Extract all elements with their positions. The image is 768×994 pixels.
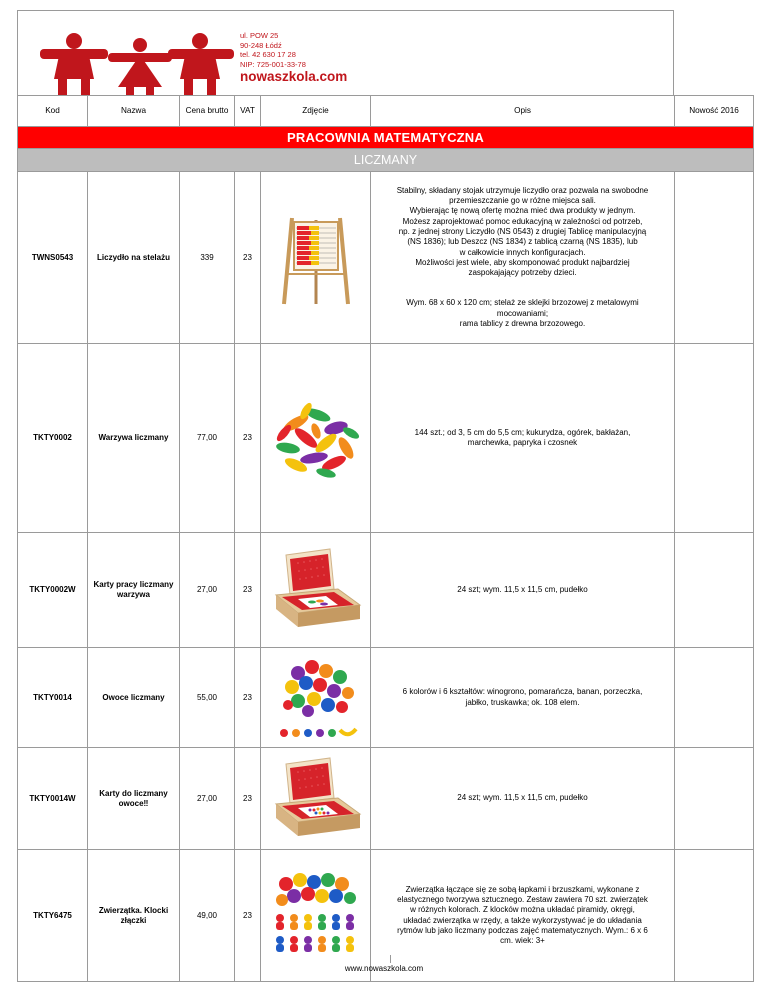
phone-number: tel. 42 630 17 28 <box>240 50 296 60</box>
table-row <box>18 172 754 344</box>
product-name <box>88 533 180 648</box>
name-line: złączki <box>120 915 147 925</box>
name-line: Zwierzątka. Klocki <box>98 905 169 915</box>
product-name: Liczydło na stelażu <box>88 172 180 344</box>
product-photo <box>261 533 371 648</box>
desc-line: Możliwości jest wiele, aby skomponować produkt najbardziej <box>415 257 630 267</box>
product-code: TKTY0002W <box>18 533 88 648</box>
product-photo <box>261 850 371 982</box>
table-row <box>18 648 754 748</box>
product-name <box>88 748 180 850</box>
company-contact <box>240 31 347 85</box>
product-table <box>17 95 754 982</box>
desc-line: Możesz zaprojektować pomoc edukacyjną w zależności od potrzeb, <box>402 216 643 226</box>
abacus-stand-image <box>276 208 356 308</box>
desc-line: rytmów lub jako liczmany podczas zajęć matematycznych. Wym.: 6 x 6 <box>397 925 648 935</box>
header-logo-box <box>17 10 674 95</box>
product-price: 27,00 <box>180 748 235 850</box>
desc-line: 24 szt; wym. 11,5 x 11,5 cm, pudełko <box>457 584 588 594</box>
product-price: 27,00 <box>180 533 235 648</box>
fruit-cards-box-image <box>268 756 364 842</box>
product-code: TKTY0014 <box>18 648 88 748</box>
product-vat: 23 <box>235 648 261 748</box>
col-price: Cena brutto <box>180 96 235 127</box>
page-footer: www.nowaszkola.com <box>344 964 424 973</box>
product-code: TKTY0002 <box>18 344 88 533</box>
desc-line: 144 szt.; od 3, 5 cm do 5,5 cm; kukurydza, ogórek, bakłażan, <box>414 427 631 437</box>
product-vat: 23 <box>235 344 261 533</box>
desc-line: zaspokajający potrzeby dzieci. <box>468 268 577 278</box>
product-vat: 23 <box>235 850 261 982</box>
col-photo: Zdjęcie <box>261 96 371 127</box>
desc-line: (NS 1836); lub Deszcz (NS 1834) z tablicą czarną (NS 1835), lub <box>407 237 638 247</box>
new-2016-cell <box>675 748 754 850</box>
desc-line: np. z jednej strony Liczydło (NS 0543) z drugiej Tablicę manipulacyjną <box>398 226 647 236</box>
product-code: TKTY0014W <box>18 748 88 850</box>
product-price: 49,00 <box>180 850 235 982</box>
product-price: 55,00 <box>180 648 235 748</box>
table-row <box>18 344 754 533</box>
col-code: Kod <box>18 96 88 127</box>
new-2016-cell <box>675 850 754 982</box>
subsection-title: LICZMANY <box>18 149 754 172</box>
name-line: Karty do liczmany <box>99 788 168 798</box>
product-photo <box>261 748 371 850</box>
fruit-counters-image <box>268 653 364 743</box>
desc-line: elastycznego tworzywa sztucznego. Zestaw zawiera 70 szt. zwierzątek <box>397 894 648 904</box>
section-band <box>18 127 754 149</box>
new-2016-cell <box>675 648 754 748</box>
col-desc: Opis <box>371 96 675 127</box>
product-name: Warzywa liczmany <box>88 344 180 533</box>
product-photo <box>261 344 371 533</box>
product-name: Owoce liczmany <box>88 648 180 748</box>
desc-line: w całkowicie innych konfiguracjach. <box>459 247 586 257</box>
product-description <box>371 850 675 982</box>
desc-line: mocowaniami; <box>496 308 549 318</box>
desc-line: w różnych kolorach. Z klocków można układać piramidy, okręgi, <box>410 905 635 915</box>
subsection-band <box>18 149 754 172</box>
name-line: owoce‼ <box>118 798 149 808</box>
product-description <box>371 172 675 344</box>
table-row <box>18 748 754 850</box>
desc-line: cm. wiek: 3+ <box>500 936 545 946</box>
table-row <box>18 533 754 648</box>
desc-line: Zwierzątka łączące się ze sobą łapkami i brzuszkami, wykonane z <box>405 884 640 894</box>
address-line1: ul. POW 25 <box>240 31 279 40</box>
desc-line: przemieszczanie go w różne miejsca sali. <box>449 196 596 206</box>
col-vat: VAT <box>235 96 261 127</box>
product-name <box>88 850 180 982</box>
desc-line: 24 szt; wym. 11,5 x 11,5 cm, pudełko <box>457 793 588 803</box>
section-title: PRACOWNIA MATEMATYCZNA <box>18 127 754 149</box>
desc-line: Wym. 68 x 60 x 120 cm; stelaż ze sklejki brzozowej z metalowymi <box>406 298 639 308</box>
desc-line: jabłko, truskawka; ok. 108 elem. <box>465 697 580 707</box>
product-photo <box>261 648 371 748</box>
animal-connecting-blocks-image <box>266 866 366 966</box>
product-code: TWNS0543 <box>18 172 88 344</box>
desc-line: Stabilny, składany stojak utrzymuje liczydło oraz pozwala na swobodne <box>396 185 649 195</box>
column-header-row <box>18 96 754 127</box>
name-line: Karty pracy liczmany <box>93 580 174 589</box>
nip-number: NIP: 725-001-33-78 <box>240 59 306 69</box>
desc-line: układać zwierzątka w rzędy, a także wykorzystywać je do układania <box>403 915 642 925</box>
new-2016-cell <box>675 533 754 648</box>
work-cards-box-image <box>268 547 364 633</box>
desc-line: 6 kolorów i 6 kształtów: winogrono, pomarańcza, banan, porzeczka, <box>402 687 643 697</box>
desc-spacer <box>373 278 672 298</box>
col-name: Nazwa <box>88 96 180 127</box>
footer-divider <box>390 955 391 963</box>
new-2016-cell <box>675 172 754 344</box>
vegetable-counters-image <box>266 393 366 483</box>
product-code: TKTY6475 <box>18 850 88 982</box>
three-children-figures-logo <box>36 33 236 95</box>
desc-line: Wybierając tę nową ofertę można mieć dwa produkty w jednym. <box>409 206 636 216</box>
col-new: Nowość 2016 <box>675 96 754 127</box>
product-price: 339 <box>180 172 235 344</box>
website-link[interactable]: nowaszkola.com <box>240 69 348 85</box>
name-line: warzywa <box>117 590 150 599</box>
product-price: 77,00 <box>180 344 235 533</box>
product-description <box>371 648 675 748</box>
product-description <box>371 533 675 648</box>
product-vat: 23 <box>235 748 261 850</box>
product-photo <box>261 172 371 344</box>
product-description <box>371 748 675 850</box>
product-vat: 23 <box>235 172 261 344</box>
table-row <box>18 850 754 982</box>
product-vat: 23 <box>235 533 261 648</box>
address-line2: 90-248 Łódź <box>240 40 282 50</box>
desc-line: rama tablicy z drewna brzozowego. <box>459 318 586 328</box>
desc-line: marchewka, papryka i czosnek <box>467 438 578 447</box>
product-description <box>371 344 675 533</box>
new-2016-cell <box>675 344 754 533</box>
